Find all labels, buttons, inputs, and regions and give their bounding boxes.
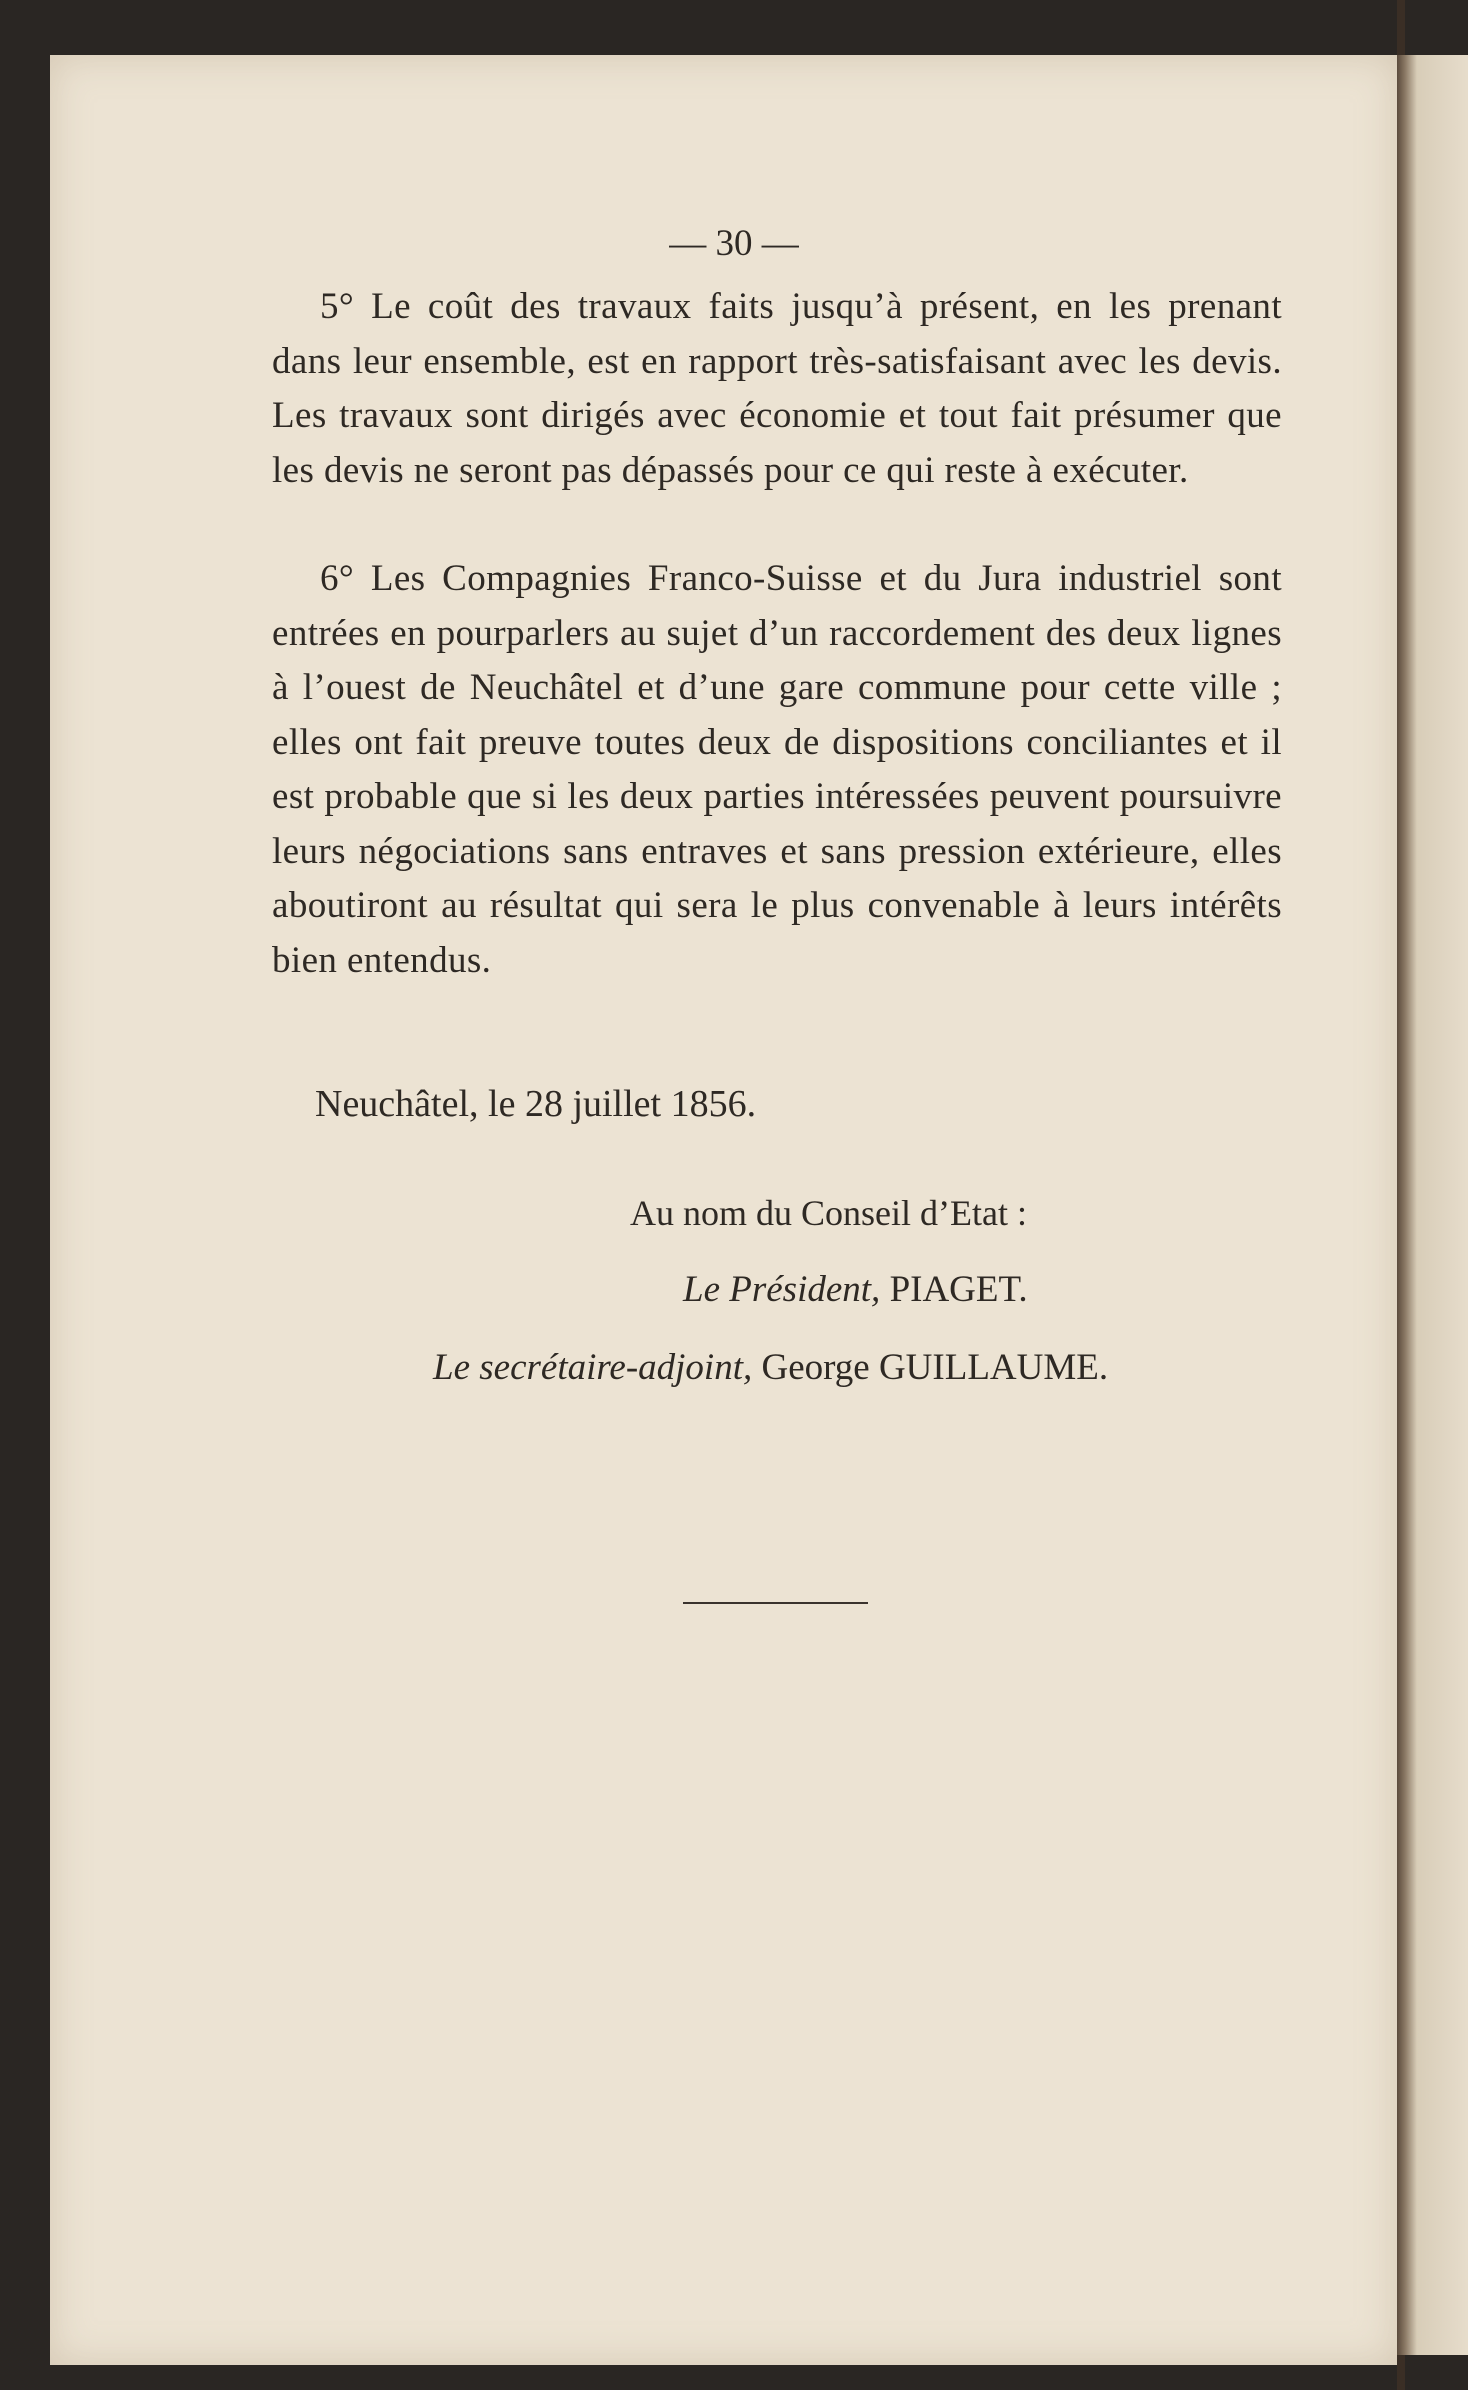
paragraph-5: 5° Le coût des travaux faits jusqu’à présent, en les prenant dans leur ensemble, est en rapport très-satisfaisant avec les devis. Les travaux sont dirigés avec économie et tout fait présumer que les devis ne seront pas dépassés pour ce qui reste à exécuter. bbox=[272, 286, 1282, 491]
secretary-signature bbox=[433, 1346, 1108, 1389]
president-title: Le Président, bbox=[683, 1269, 881, 1310]
page-number: — 30 — bbox=[669, 223, 799, 264]
place-date: Neuchâtel, le 28 juillet 1856. bbox=[315, 1083, 757, 1125]
president-name: PIAGET. bbox=[889, 1269, 1028, 1310]
end-rule bbox=[683, 1602, 868, 1604]
president-signature bbox=[683, 1268, 1028, 1311]
secretary-title: Le secrétaire-adjoint, bbox=[433, 1347, 753, 1388]
council-attribution: Au nom du Conseil d’Etat : bbox=[630, 1193, 1027, 1233]
paragraph-6: 6° Les Compagnies Franco-Suisse et du Jura industriel sont entrées en pourparlers au sujet d’un raccordement des deux lignes à l’ouest de Neuchâtel et d’une gare commune pour cette ville ; elles ont fait preuve toutes deux de dispositions conciliantes et il est probable que si les deux parties intéressées peuvent poursuivre leurs négociations sans entraves et sans pression extérieure, elles aboutiront au résultat qui sera le plus convenable à leurs intérêts bien entendus. bbox=[272, 558, 1282, 981]
secretary-name: George GUILLAUME. bbox=[761, 1347, 1109, 1388]
next-page-edge bbox=[1397, 55, 1468, 2355]
